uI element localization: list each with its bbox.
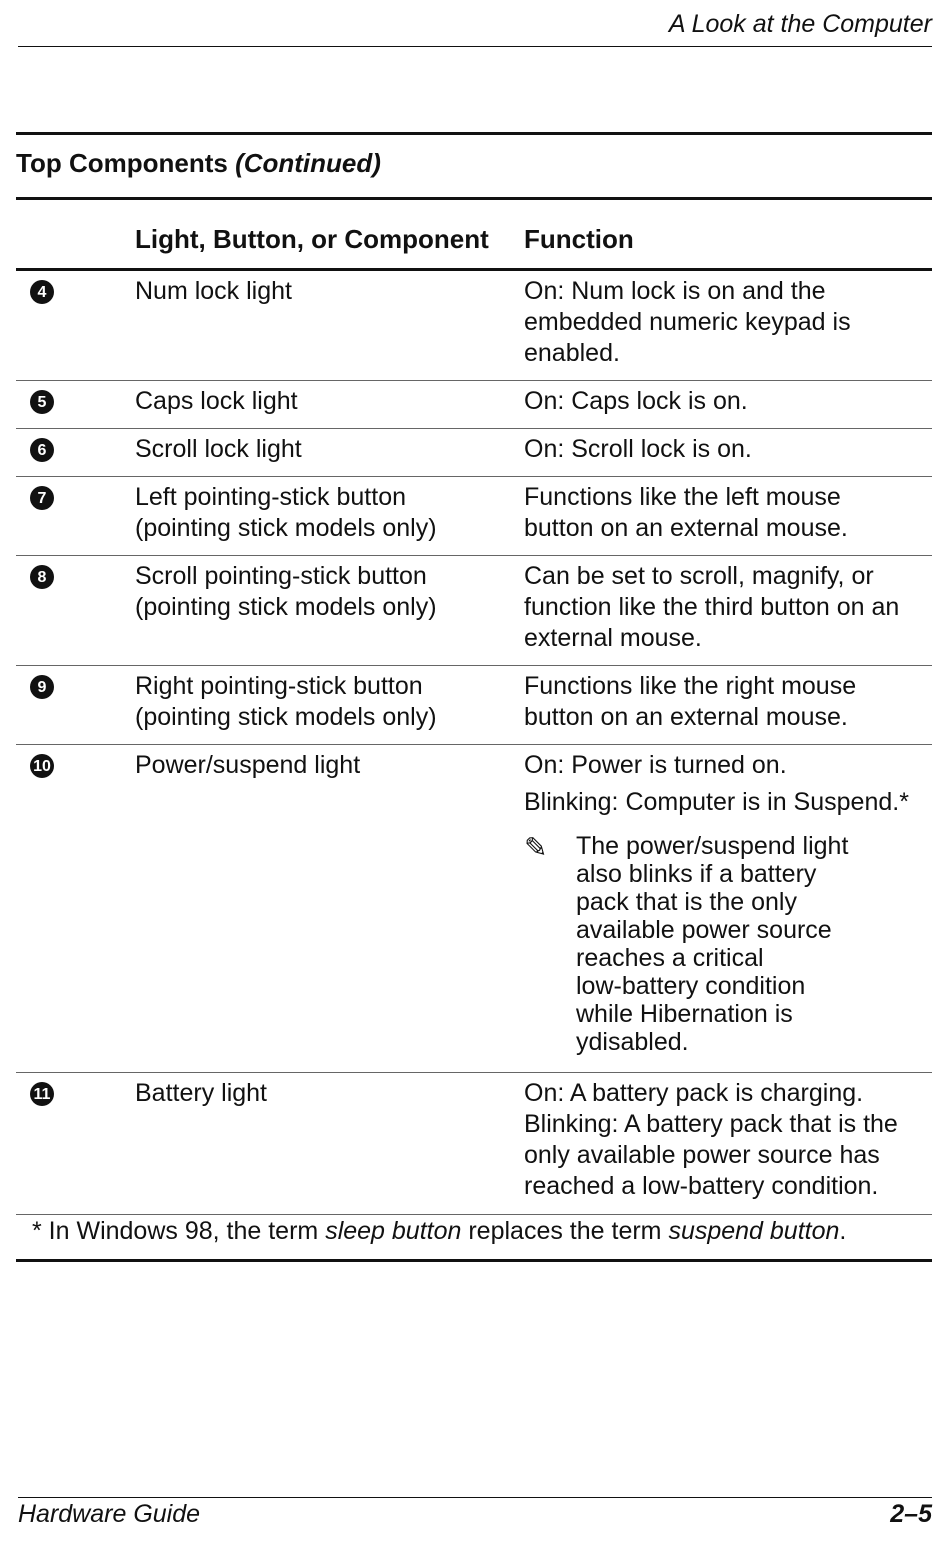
row-divider	[16, 1072, 932, 1073]
component-cell	[135, 671, 505, 733]
function-text: embedded numeric keypad is	[524, 308, 851, 336]
function-text: On: Num lock is on and the	[524, 277, 826, 305]
note-text: ydisabled.	[576, 1028, 689, 1056]
component-text: Power/suspend light	[135, 751, 361, 779]
table-title-suffix: (Continued)	[235, 148, 381, 178]
footer-page-number: 2–5	[890, 1500, 932, 1528]
component-cell	[135, 750, 505, 781]
function-text: enabled.	[524, 339, 620, 367]
note-text: reaches a critical	[576, 944, 764, 972]
function-text: Functions like the left mouse	[524, 483, 841, 511]
item-number-badge: 7	[30, 486, 54, 510]
table-footnote	[32, 1217, 846, 1246]
function-text: Can be set to scroll, magnify, or	[524, 562, 874, 590]
note-box	[524, 832, 934, 1056]
running-header: A Look at the Computer	[668, 10, 932, 38]
footer-book-title: Hardware Guide	[18, 1500, 201, 1528]
column-header-component: Light, Button, or Component	[135, 224, 489, 254]
function-text: external mouse.	[524, 624, 702, 652]
note-text: also blinks if a battery	[576, 860, 817, 888]
component-text: Caps lock light	[135, 387, 298, 415]
title-rule	[16, 197, 932, 200]
note-text: pack that is the only	[576, 888, 797, 916]
footnote-middle: replaces the term	[461, 1217, 669, 1245]
row-divider	[16, 428, 932, 429]
component-text: Scroll pointing-stick button	[135, 562, 427, 590]
row-divider	[16, 380, 932, 381]
component-text: Scroll lock light	[135, 435, 302, 463]
component-cell	[135, 434, 505, 465]
item-number-badge: 8	[30, 565, 54, 589]
function-text: button on an external mouse.	[524, 703, 848, 731]
function-text: only available power source has	[524, 1141, 880, 1169]
component-cell	[135, 386, 505, 417]
row-divider	[16, 1214, 932, 1215]
function-cell	[524, 561, 934, 654]
row-divider	[16, 744, 932, 745]
function-text: button on an external mouse.	[524, 514, 848, 542]
function-text: On: Scroll lock is on.	[524, 435, 752, 463]
table-top-rule	[16, 132, 932, 135]
item-number-badge: 5	[30, 390, 54, 414]
function-cell	[524, 386, 934, 417]
function-text: Blinking: Computer is in Suspend.*	[524, 788, 909, 816]
footnote-term-suspend: suspend button	[668, 1217, 840, 1245]
component-text: Num lock light	[135, 277, 292, 305]
note-text: low-battery condition	[576, 972, 806, 1000]
function-cell	[524, 750, 934, 1056]
function-text: reached a low-battery condition.	[524, 1172, 879, 1200]
item-number-badge: 4	[30, 280, 54, 304]
component-cell	[135, 561, 505, 623]
component-cell	[135, 1078, 505, 1109]
component-text: Left pointing-stick button	[135, 483, 406, 511]
item-number-badge: 9	[30, 675, 54, 699]
pencil-note-icon: ✎	[524, 832, 548, 863]
function-cell	[524, 434, 934, 465]
footnote-prefix: * In Windows 98, the term	[32, 1217, 326, 1245]
footnote-suffix: .	[839, 1217, 847, 1245]
function-text: Functions like the right mouse	[524, 672, 857, 700]
table-title-text: Top Components	[16, 148, 228, 178]
component-cell	[135, 482, 505, 544]
function-text: On: Power is turned on.	[524, 751, 787, 779]
item-number-badge: 11	[30, 1082, 54, 1106]
function-text: Blinking: A battery pack that is the	[524, 1110, 898, 1138]
header-rule	[18, 46, 932, 47]
function-cell	[524, 482, 934, 544]
table-bottom-rule	[16, 1259, 932, 1262]
component-text: (pointing stick models only)	[135, 514, 437, 542]
function-text: On: Caps lock is on.	[524, 387, 748, 415]
column-header-function: Function	[524, 224, 634, 254]
item-number-badge: 10	[30, 754, 54, 778]
note-text: The power/suspend light	[576, 832, 849, 860]
component-text: (pointing stick models only)	[135, 703, 437, 731]
function-cell	[524, 1078, 934, 1202]
header-bottom-rule	[16, 268, 932, 271]
function-text: function like the third button on an	[524, 593, 900, 621]
footnote-term-sleep: sleep button	[325, 1217, 462, 1245]
component-text: (pointing stick models only)	[135, 593, 437, 621]
table-title	[16, 148, 381, 179]
row-divider	[16, 555, 932, 556]
component-text: Right pointing-stick button	[135, 672, 423, 700]
component-text: Battery light	[135, 1079, 268, 1107]
item-number-badge: 6	[30, 438, 54, 462]
note-text: available power source	[576, 916, 832, 944]
row-divider	[16, 665, 932, 666]
component-cell	[135, 276, 505, 307]
function-text: On: A battery pack is charging.	[524, 1079, 864, 1107]
note-text: while Hibernation is	[576, 1000, 793, 1028]
footer-rule	[18, 1497, 932, 1498]
function-cell	[524, 671, 934, 733]
row-divider	[16, 476, 932, 477]
function-cell	[524, 276, 934, 369]
